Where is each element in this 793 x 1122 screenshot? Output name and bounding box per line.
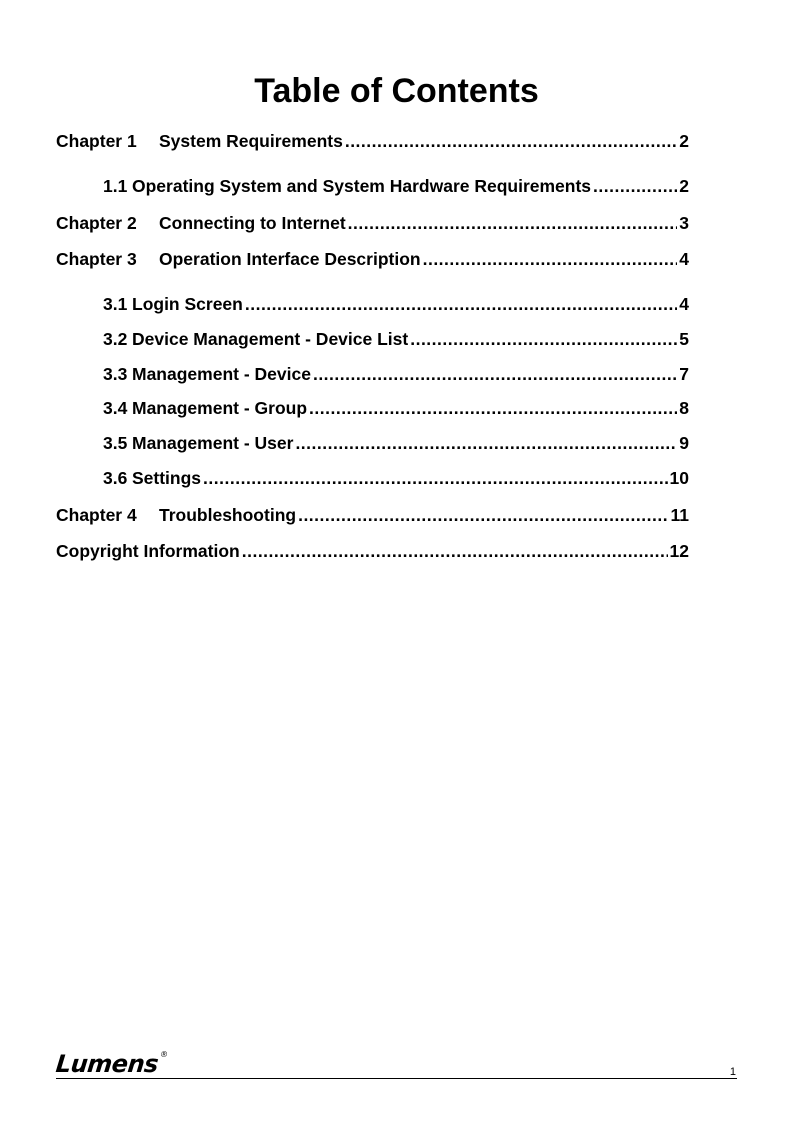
toc-leader-dots — [245, 294, 677, 315]
toc-entry-3-3[interactable] — [103, 364, 689, 386]
toc-leader-dots — [242, 541, 668, 562]
toc-entry-page: 10 — [669, 468, 689, 488]
toc-entry-3-6[interactable] — [103, 468, 689, 490]
toc-leader-dots — [348, 213, 678, 234]
toc-leader-dots — [345, 131, 677, 152]
toc-entry-title: Operating System and System Hardware Requirements — [132, 176, 592, 196]
toc-entry-page: 4 — [679, 249, 689, 269]
toc-entry-3-5[interactable] — [103, 433, 689, 455]
toc-entry-chapter-3[interactable] — [56, 249, 689, 271]
toc-entry-number: 3.5 — [103, 433, 128, 453]
toc-leader-dots — [295, 433, 677, 454]
toc-leader-dots — [298, 505, 668, 526]
toc-entry-page: 4 — [679, 294, 689, 314]
toc-entry-page: 9 — [679, 433, 689, 453]
page-title: Table of Contents — [254, 72, 539, 110]
toc-entry-title: Operation Interface Description — [159, 249, 421, 269]
toc-entry-title: Connecting to Internet — [159, 213, 346, 233]
toc-entry-3-4[interactable] — [103, 398, 689, 420]
toc-entry-title: Management - User — [132, 433, 294, 453]
toc-entry-title: Login Screen — [132, 294, 243, 314]
toc-leader-dots — [423, 249, 678, 270]
toc-entry-3-2[interactable] — [103, 329, 689, 351]
toc-entry-page: 5 — [679, 329, 689, 349]
toc-entry-number: 1.1 — [103, 176, 128, 196]
toc-entry-title: Settings — [132, 468, 202, 488]
toc-entry-number: Chapter 4 — [56, 505, 137, 525]
toc-entry-title: System Requirements — [159, 131, 343, 151]
toc-entry-page: 8 — [679, 398, 689, 418]
toc-entry-number: 3.2 — [103, 329, 128, 349]
lumens-logo — [55, 1050, 168, 1078]
toc-entry-chapter-2[interactable] — [56, 213, 689, 235]
footer-divider — [56, 1078, 737, 1079]
toc-entry-title: Copyright Information — [56, 541, 240, 561]
toc-entry-3-1[interactable] — [103, 294, 689, 316]
toc-leader-dots — [313, 364, 677, 385]
toc-entry-title: Device Management - Device List — [132, 329, 409, 349]
toc-entry-title: Management - Group — [132, 398, 308, 418]
toc-leader-dots — [593, 176, 677, 197]
toc-entry-chapter-4[interactable] — [56, 505, 689, 527]
toc-entry-page: 2 — [679, 131, 689, 151]
toc-entry-number: Chapter 2 — [56, 213, 137, 233]
footer-page-number: 1 — [729, 1066, 736, 1078]
logo-text: Lumens — [54, 1050, 160, 1078]
registered-mark: ® — [159, 1050, 169, 1059]
toc-entry-title: Troubleshooting — [159, 505, 297, 525]
toc-leader-dots — [410, 329, 677, 350]
toc-entry-page: 12 — [669, 541, 689, 561]
toc-leader-dots — [309, 398, 677, 419]
toc-entry-number: 3.1 — [103, 294, 128, 314]
toc-leader-dots — [203, 468, 667, 489]
toc-entry-page: 2 — [679, 176, 689, 196]
toc-entry-1-1[interactable] — [103, 176, 689, 198]
toc-entry-number: 3.6 — [103, 468, 128, 488]
toc-entry-title: Management - Device — [132, 364, 311, 384]
toc-entry-number: 3.3 — [103, 364, 128, 384]
toc-entry-number: Chapter 3 — [56, 249, 137, 269]
toc-entry-page: 7 — [679, 364, 689, 384]
toc-entry-page: 3 — [679, 213, 689, 233]
toc-entry-number: Chapter 1 — [56, 131, 137, 151]
toc-entry-copyright[interactable] — [56, 541, 689, 563]
toc-entry-chapter-1[interactable] — [56, 131, 689, 153]
toc-entry-page: 11 — [670, 505, 689, 525]
toc-entry-number: 3.4 — [103, 398, 128, 418]
